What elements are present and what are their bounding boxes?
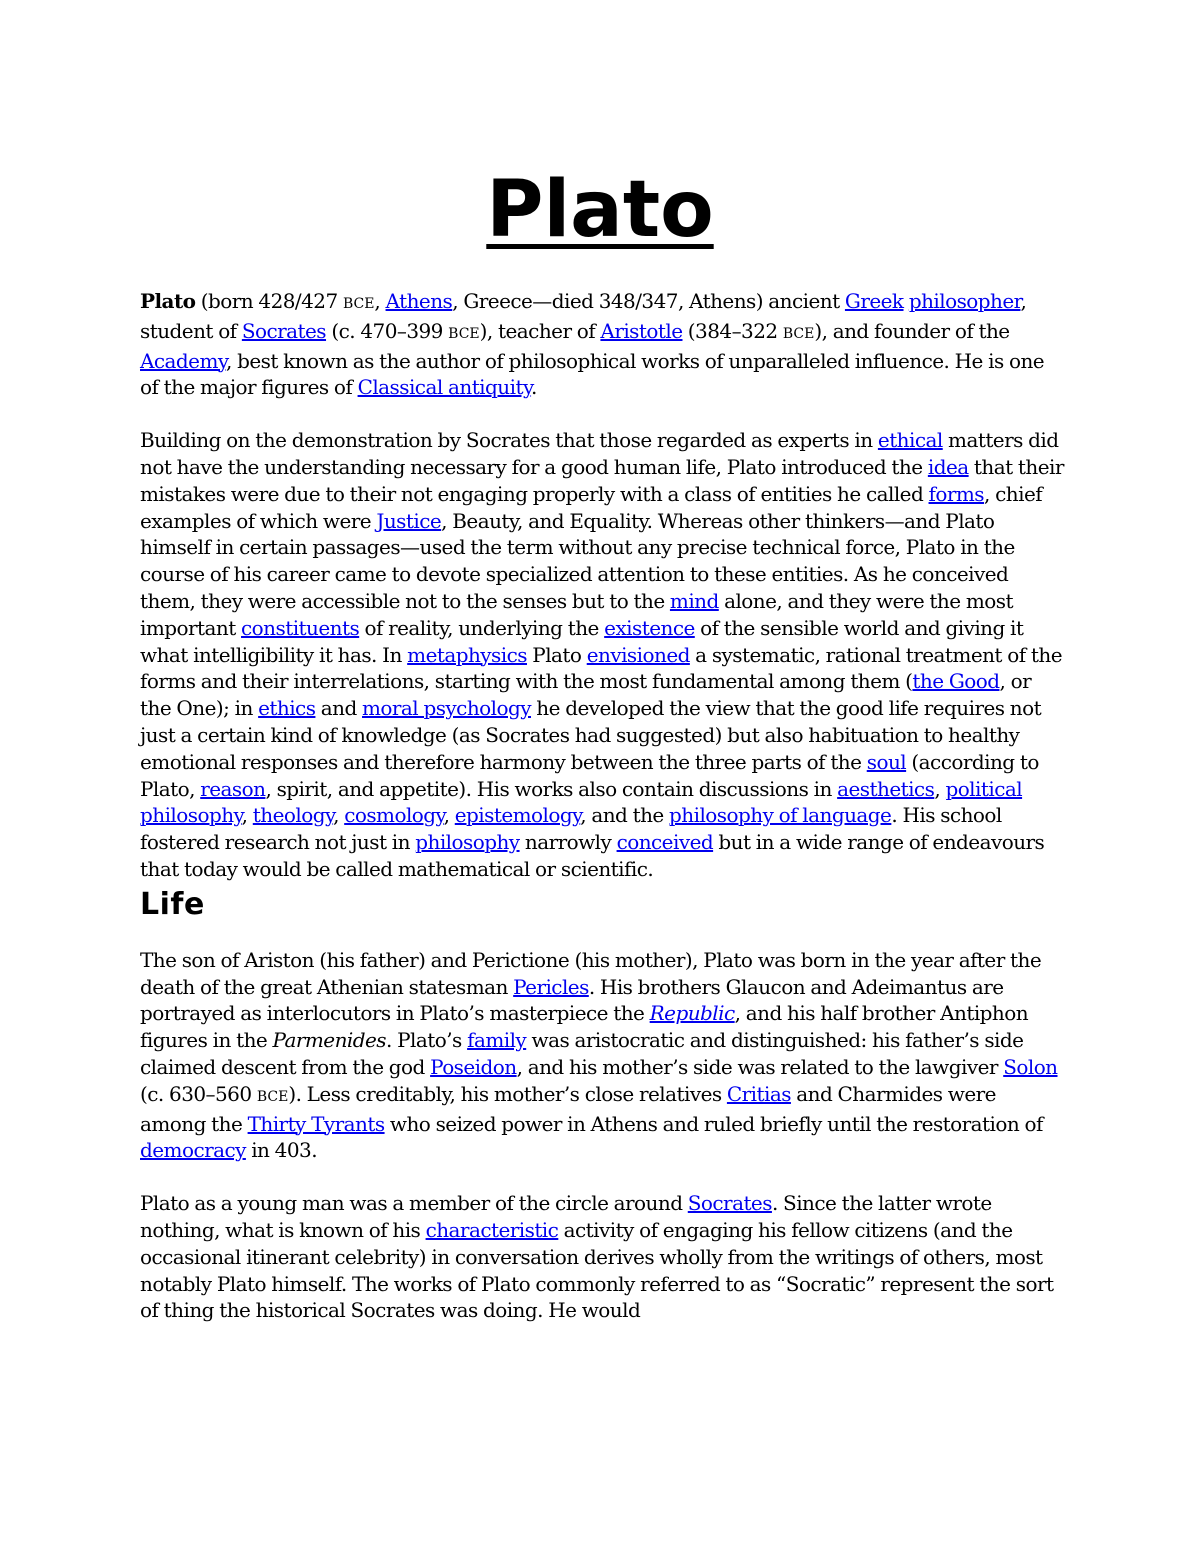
text-run: , <box>374 289 386 313</box>
link-metaphysics[interactable]: metaphysics <box>407 642 527 667</box>
link-critias[interactable]: Critias <box>726 1081 791 1106</box>
text-run: , best known as the author of philosophical works of unparalleled influence. He is one of the major figures of <box>140 348 1045 400</box>
young-paragraph <box>140 1190 1065 1324</box>
text-run: , chief examples of which were <box>140 481 1043 533</box>
text-run: . <box>531 375 537 400</box>
text-run: activity of engaging his fellow citizens (and the occasional itinerant celebrity) in conversation derives wholly from the writings of others, most notably Plato himself. The works of Plato commonly referred to as “Socratic” represent the sort of thing the historical Socrates was doing. He would <box>140 1217 1054 1323</box>
text-run: of the sensible world and giving it what intelligibility it has. In <box>140 615 1024 667</box>
link-socrates[interactable]: Socrates <box>241 318 327 343</box>
building-paragraph <box>140 427 1065 883</box>
text-run: Plato as a young man was a member of the circle around <box>140 1191 688 1216</box>
text-run: , spirit, and appetite). His works also contain discussions in <box>265 776 838 801</box>
link-ethics[interactable]: ethics <box>258 696 316 721</box>
text-run: was aristocratic and distinguished: his father’s side claimed descent from the god <box>140 1028 1024 1079</box>
text-run: (384–322 <box>682 318 783 343</box>
link-moral-psychology[interactable]: moral psychology <box>362 696 531 721</box>
text-run: , and his half brother Antiphon figures in the <box>140 1001 1029 1053</box>
link-republic[interactable] <box>650 1001 735 1025</box>
link-thirty-tyrants[interactable]: Thirty Tyrants <box>247 1111 385 1136</box>
link-ethical[interactable]: ethical <box>877 428 943 453</box>
link-cosmology[interactable]: cosmology <box>344 803 444 828</box>
link-existence[interactable]: existence <box>604 615 695 640</box>
text-run: he developed the view that the good life requires not just a certain kind of knowledge (as Socrates had suggested) but also habituation to healthy emotional responses and therefore harmony between the three parts of the <box>140 696 1042 774</box>
text-run: , <box>934 776 946 801</box>
era-label: BCE <box>342 296 375 312</box>
intro-name: Plato <box>140 289 196 313</box>
link-socrates-2[interactable]: Socrates <box>687 1191 772 1216</box>
link-aesthetics[interactable]: aesthetics <box>837 776 935 801</box>
text-run: a systematic, rational treatment of the forms and their interrelations, starting with the most fundamental among them ( <box>140 642 1062 694</box>
link-theology[interactable]: theology <box>252 803 334 828</box>
text-run: , <box>241 803 253 828</box>
link-philosopher[interactable]: philosopher <box>908 289 1021 313</box>
link-democracy[interactable]: democracy <box>140 1138 246 1163</box>
link-constituents[interactable]: constituents <box>241 615 360 640</box>
text-run: in 403. <box>245 1138 318 1163</box>
title-wrap <box>0 160 1200 260</box>
text-run: Plato <box>526 642 587 667</box>
text-run: (according to Plato, <box>140 749 1039 801</box>
text-run: . Plato’s <box>386 1028 468 1053</box>
text-run: , and his mother’s side was related to the lawgiver <box>516 1054 1004 1079</box>
text-run: that their mistakes were due to their not engaging properly with a class of entities he called <box>140 454 1064 506</box>
link-solon[interactable]: Solon <box>1003 1054 1058 1079</box>
link-idea[interactable]: idea <box>927 454 969 479</box>
text-run: , Greece—died 348/347, Athens) ancient <box>452 289 845 313</box>
link-philosophy-of-language[interactable]: philosophy of language <box>669 803 892 828</box>
link-family[interactable]: family <box>467 1028 527 1053</box>
link-mind[interactable]: mind <box>669 588 719 613</box>
text-run: , and the <box>580 803 670 828</box>
text-run: , or the One); in <box>140 669 1032 721</box>
text-run: who seized power in Athens and ruled briefly until the restoration of <box>384 1111 1043 1136</box>
link-athens[interactable]: Athens <box>385 289 453 313</box>
text-run: , <box>333 803 345 828</box>
link-greek[interactable]: Greek <box>844 289 904 313</box>
link-aristotle[interactable]: Aristotle <box>600 318 683 343</box>
link-poseidon[interactable]: Poseidon <box>430 1054 517 1079</box>
link-epistemology[interactable]: epistemology <box>454 803 581 828</box>
text-run: (c. 470–399 <box>326 318 449 343</box>
text-run: narrowly <box>519 830 617 855</box>
life-paragraph <box>140 947 1065 1164</box>
link-soul[interactable]: soul <box>866 749 907 774</box>
link-envisioned[interactable]: envisioned <box>586 642 690 667</box>
section-heading-life: Life <box>140 886 205 922</box>
page-title: Plato <box>486 165 714 255</box>
link-reason[interactable]: reason <box>200 776 266 801</box>
text-run: of reality, underlying the <box>359 615 605 640</box>
text-run: . Since the latter wrote nothing, what is known of his <box>140 1191 992 1242</box>
link-philosophy[interactable]: philosophy <box>415 830 520 855</box>
era-label: BCE <box>448 325 480 342</box>
text-run: matters did not have the understanding necessary for a good human life, Plato introduced the <box>140 428 1059 479</box>
republic-title: Republic <box>649 1001 735 1026</box>
text-run: . His school fostered research not just in <box>140 803 1002 855</box>
text-run: ), and founder of the <box>814 318 1010 343</box>
link-classical-antiquity[interactable]: Classical antiquity <box>357 375 532 400</box>
text-run: alone, and they were the most important <box>140 588 1013 640</box>
text-run: and <box>315 696 363 721</box>
era-label: BCE <box>256 1088 289 1105</box>
text-run: (c. 630–560 <box>140 1081 257 1106</box>
link-political-philosophy[interactable]: political philosophy <box>140 776 1023 828</box>
text-run: but in a wide range of endeavours that today would be called mathematical or scientific. <box>140 830 1045 881</box>
text-run: (born 428/427 <box>195 289 343 313</box>
link-pericles[interactable]: Pericles <box>513 974 589 999</box>
text-run: and Charmides were among the <box>140 1081 996 1136</box>
text-run: , Beauty, and Equality. Whereas other thinkers—and Plato himself in certain passages—used the term without any precise technical force, Plato in the course of his career came to devote specialized attention to these entities. As he conceived them, they were accessible not to the senses but to the <box>140 508 1015 613</box>
parmenides-title: Parmenides <box>272 1028 387 1053</box>
link-the-good[interactable]: the Good <box>912 669 1000 694</box>
text-run: . His brothers Glaucon and Adeimantus are portrayed as interlocutors in Plato’s masterpiece the <box>140 974 1004 1026</box>
link-conceived[interactable]: conceived <box>616 830 714 855</box>
intro-paragraph <box>140 288 1065 401</box>
text-run: ). Less creditably, his mother’s close relatives <box>288 1081 727 1106</box>
link-forms[interactable]: forms <box>928 481 985 506</box>
text-run: , <box>443 803 455 828</box>
text-run: ), teacher of <box>479 318 601 343</box>
text-run: Building on the demonstration by Socrates that those regarded as experts in <box>140 428 878 453</box>
document-page <box>140 160 1065 1324</box>
text-run: The son of Ariston (his father) and Perictione (his mother), Plato was born in the year after the death of the great Athenian statesman <box>140 947 1042 999</box>
era-label: BCE <box>782 325 815 342</box>
link-justice[interactable]: Justice <box>376 508 442 533</box>
link-characteristic[interactable]: characteristic <box>425 1217 559 1242</box>
link-academy[interactable]: Academy <box>140 348 226 373</box>
text-run: , student of <box>140 289 1027 343</box>
